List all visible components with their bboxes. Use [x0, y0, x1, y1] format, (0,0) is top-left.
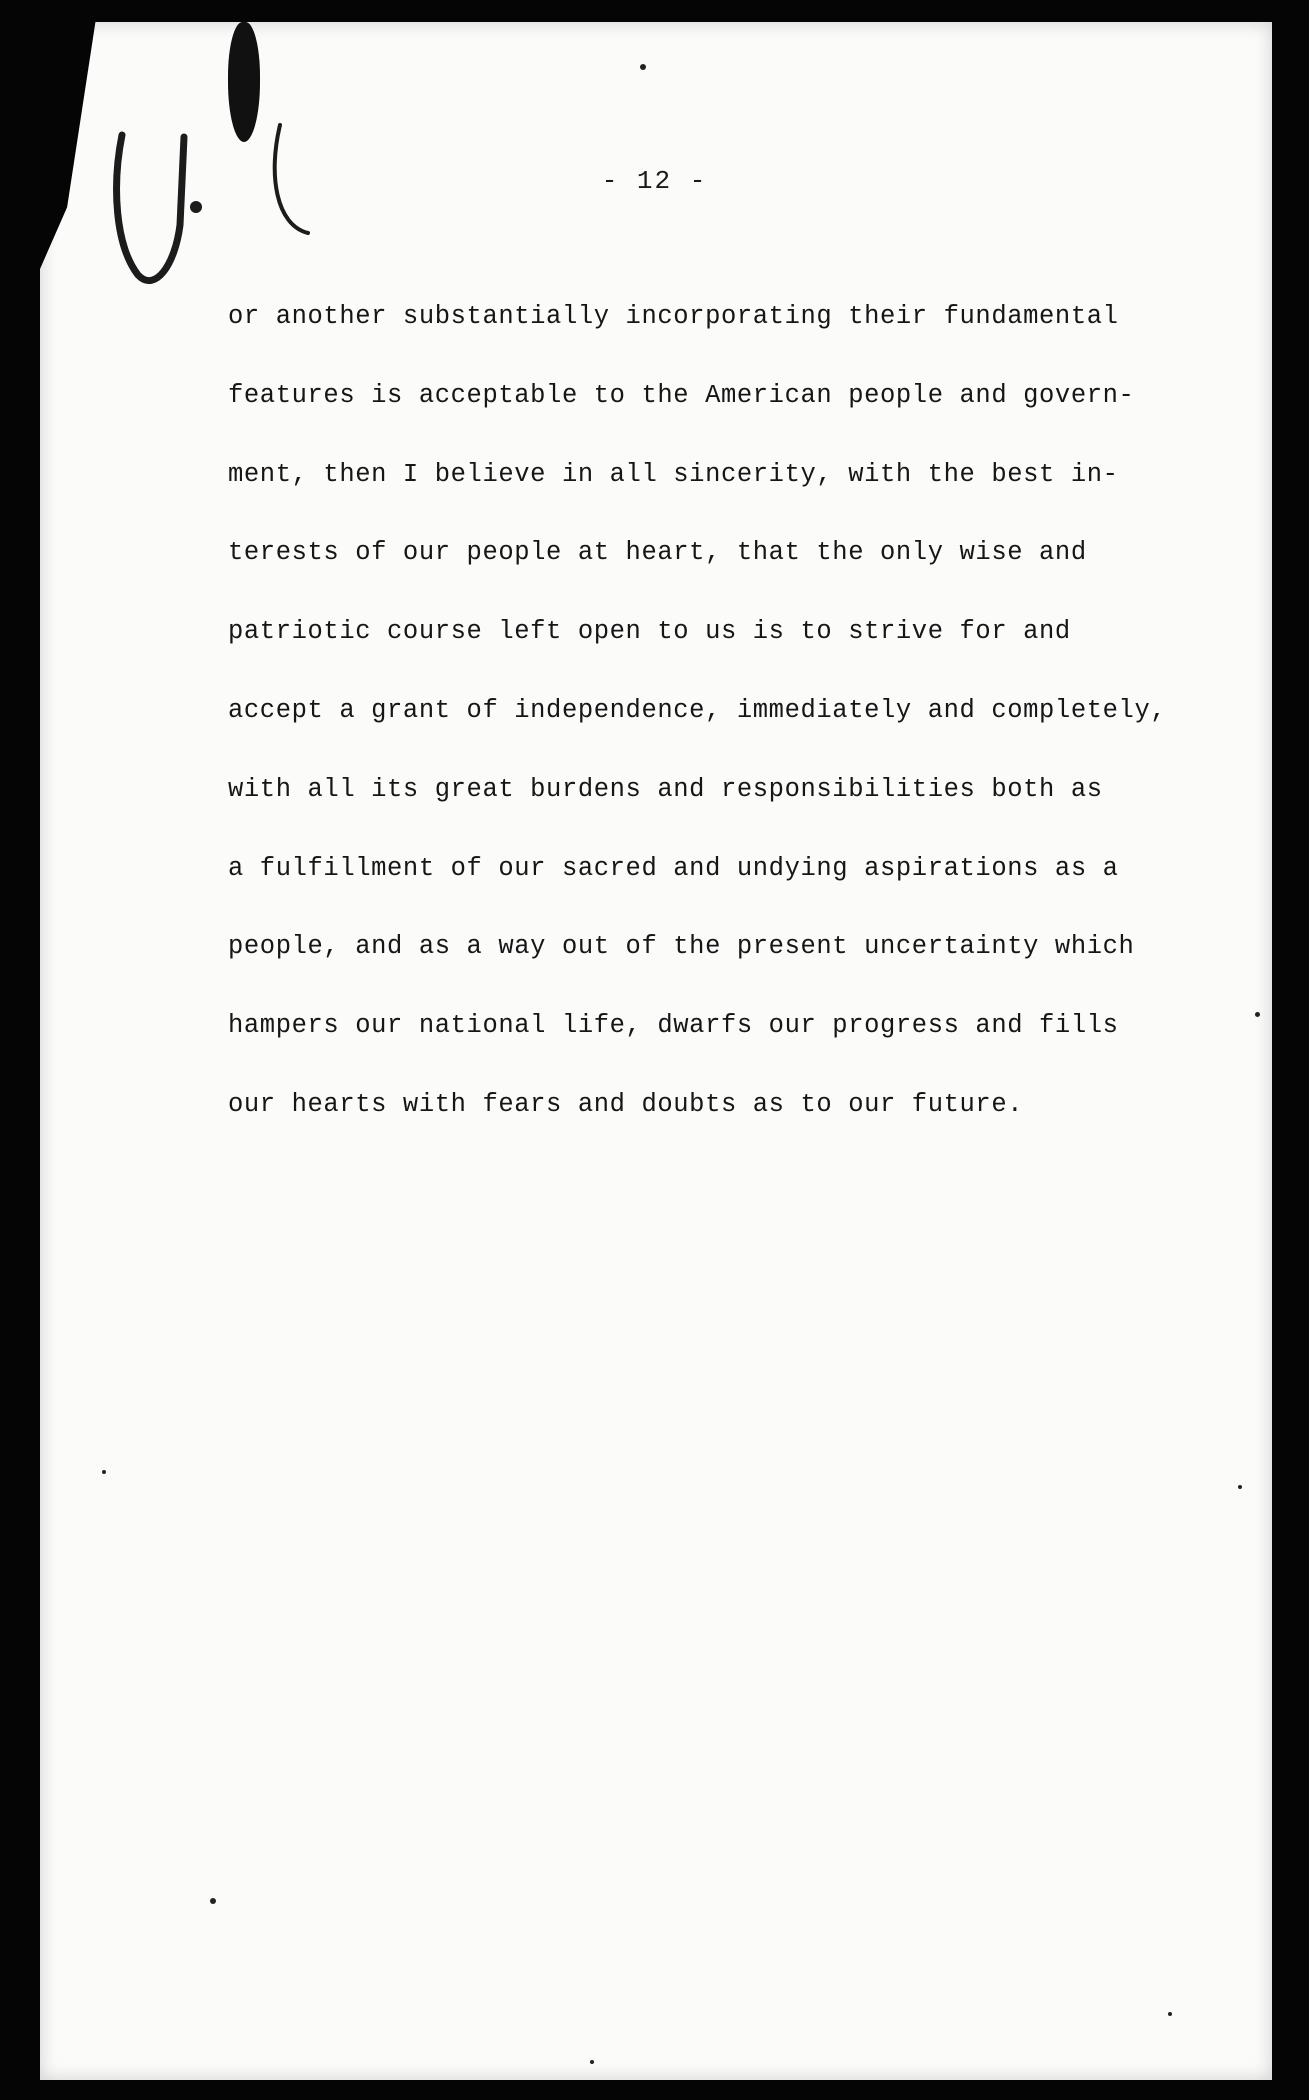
scan-speck	[640, 64, 646, 70]
text-line: ment, then I believe in all sincerity, with the best in-	[228, 459, 1119, 489]
text-line: people, and as a way out of the present uncertainty which	[228, 932, 1135, 962]
scan-speck	[1168, 2012, 1172, 2016]
page-number: - 12 -	[601, 166, 708, 196]
text-line: or another substantially incorporating their fundamental	[228, 302, 1119, 331]
scan-speck	[1238, 1485, 1242, 1489]
handwritten-annotation	[100, 115, 340, 295]
body-paragraph	[228, 297, 1188, 1164]
handwritten-u-mark-icon	[100, 115, 340, 295]
text-line: features is acceptable to the American people and govern-	[228, 380, 1135, 410]
scan-speck	[210, 1898, 216, 1904]
scan-speck	[590, 2060, 594, 2064]
text-line: with all its great burdens and responsibilities both as	[228, 774, 1103, 804]
scan-speck	[102, 1470, 106, 1474]
text-line: our hearts with fears and doubts as to our future.	[228, 1089, 1024, 1119]
scan-speck	[1255, 1012, 1260, 1017]
text-line: patriotic course left open to us is to strive for and	[228, 617, 1071, 647]
text-line: hampers our national life, dwarfs our progress and fills	[228, 1011, 1119, 1041]
text-line: a fulfillment of our sacred and undying aspirations as a	[228, 853, 1119, 883]
text-line: accept a grant of independence, immediately and completely,	[228, 695, 1167, 725]
text-line: terests of our people at heart, that the only wise and	[228, 538, 1087, 568]
